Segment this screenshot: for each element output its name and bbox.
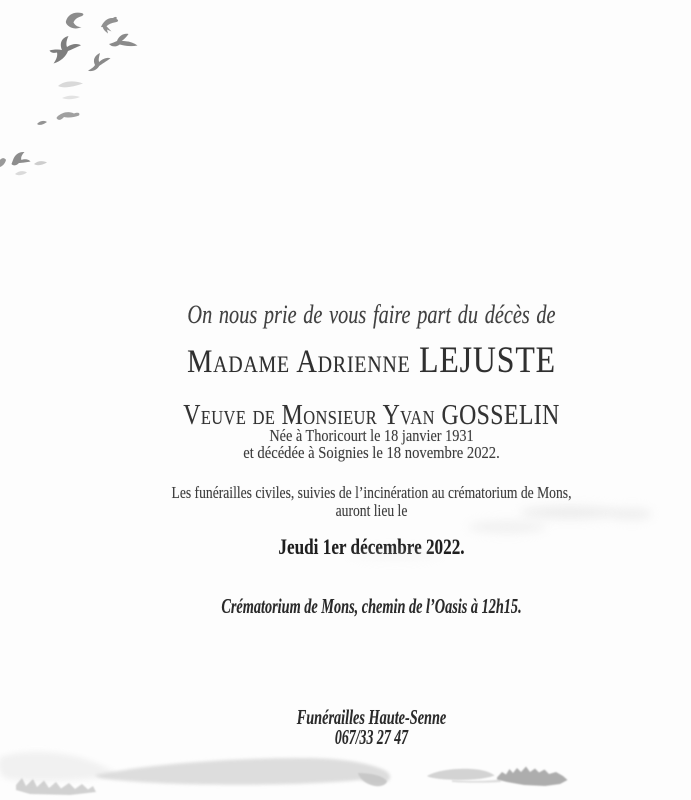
birth-line: Née à Thoricourt le 18 janvier 1931 bbox=[269, 426, 474, 445]
wash-left bbox=[0, 752, 118, 781]
bird-icon bbox=[66, 13, 84, 29]
wash-band-hook bbox=[358, 773, 387, 786]
bird-icon bbox=[50, 36, 82, 64]
deceased-title-given: Madame Adrienne bbox=[187, 344, 411, 380]
relation-surname: GOSSELIN bbox=[441, 399, 560, 431]
grass-texture bbox=[16, 778, 96, 795]
funeral-home-name: Funérailles Haute-Senne bbox=[296, 705, 447, 729]
bird-icon bbox=[58, 81, 83, 87]
relation-prefix: Veuve de Monsieur Yvan bbox=[183, 399, 435, 431]
bird-icon bbox=[15, 171, 27, 175]
bird-icon bbox=[88, 53, 111, 71]
wash-band bbox=[95, 758, 390, 785]
funeral-home-phone: 067/33 27 47 bbox=[334, 725, 409, 749]
ceremony-line-1: Les funérailles civiles, suivies de l’incinération au crématorium de Mons, bbox=[171, 483, 572, 502]
bird-icon bbox=[0, 158, 6, 167]
islet-smooth bbox=[427, 769, 495, 780]
ceremony-date: Jeudi 1er décembre 2022. bbox=[278, 534, 465, 559]
islet-bushes bbox=[497, 767, 568, 787]
deceased-surname: LEJUSTE bbox=[419, 340, 556, 381]
scan-smudge bbox=[468, 521, 546, 533]
bird-icon bbox=[37, 121, 47, 125]
bird-icon bbox=[101, 17, 118, 34]
bird-icon bbox=[62, 96, 80, 100]
ceremony-line-2: auront lieu le bbox=[335, 501, 408, 520]
bird-icon bbox=[57, 112, 80, 120]
intro-line: On nous prie de vous faire part du décès de bbox=[187, 300, 556, 329]
bird-icon bbox=[12, 152, 31, 165]
islet-neck bbox=[452, 780, 501, 783]
death-line: et décédée à Soignies le 18 novembre 2022. bbox=[243, 443, 500, 462]
bird-icon bbox=[109, 34, 138, 47]
ceremony-location: Crématorium de Mons, chemin de l’Oasis à 12h15. bbox=[221, 594, 522, 618]
birds-illustration bbox=[0, 0, 170, 190]
deceased-name bbox=[97, 342, 647, 379]
bird-icon bbox=[34, 161, 47, 165]
